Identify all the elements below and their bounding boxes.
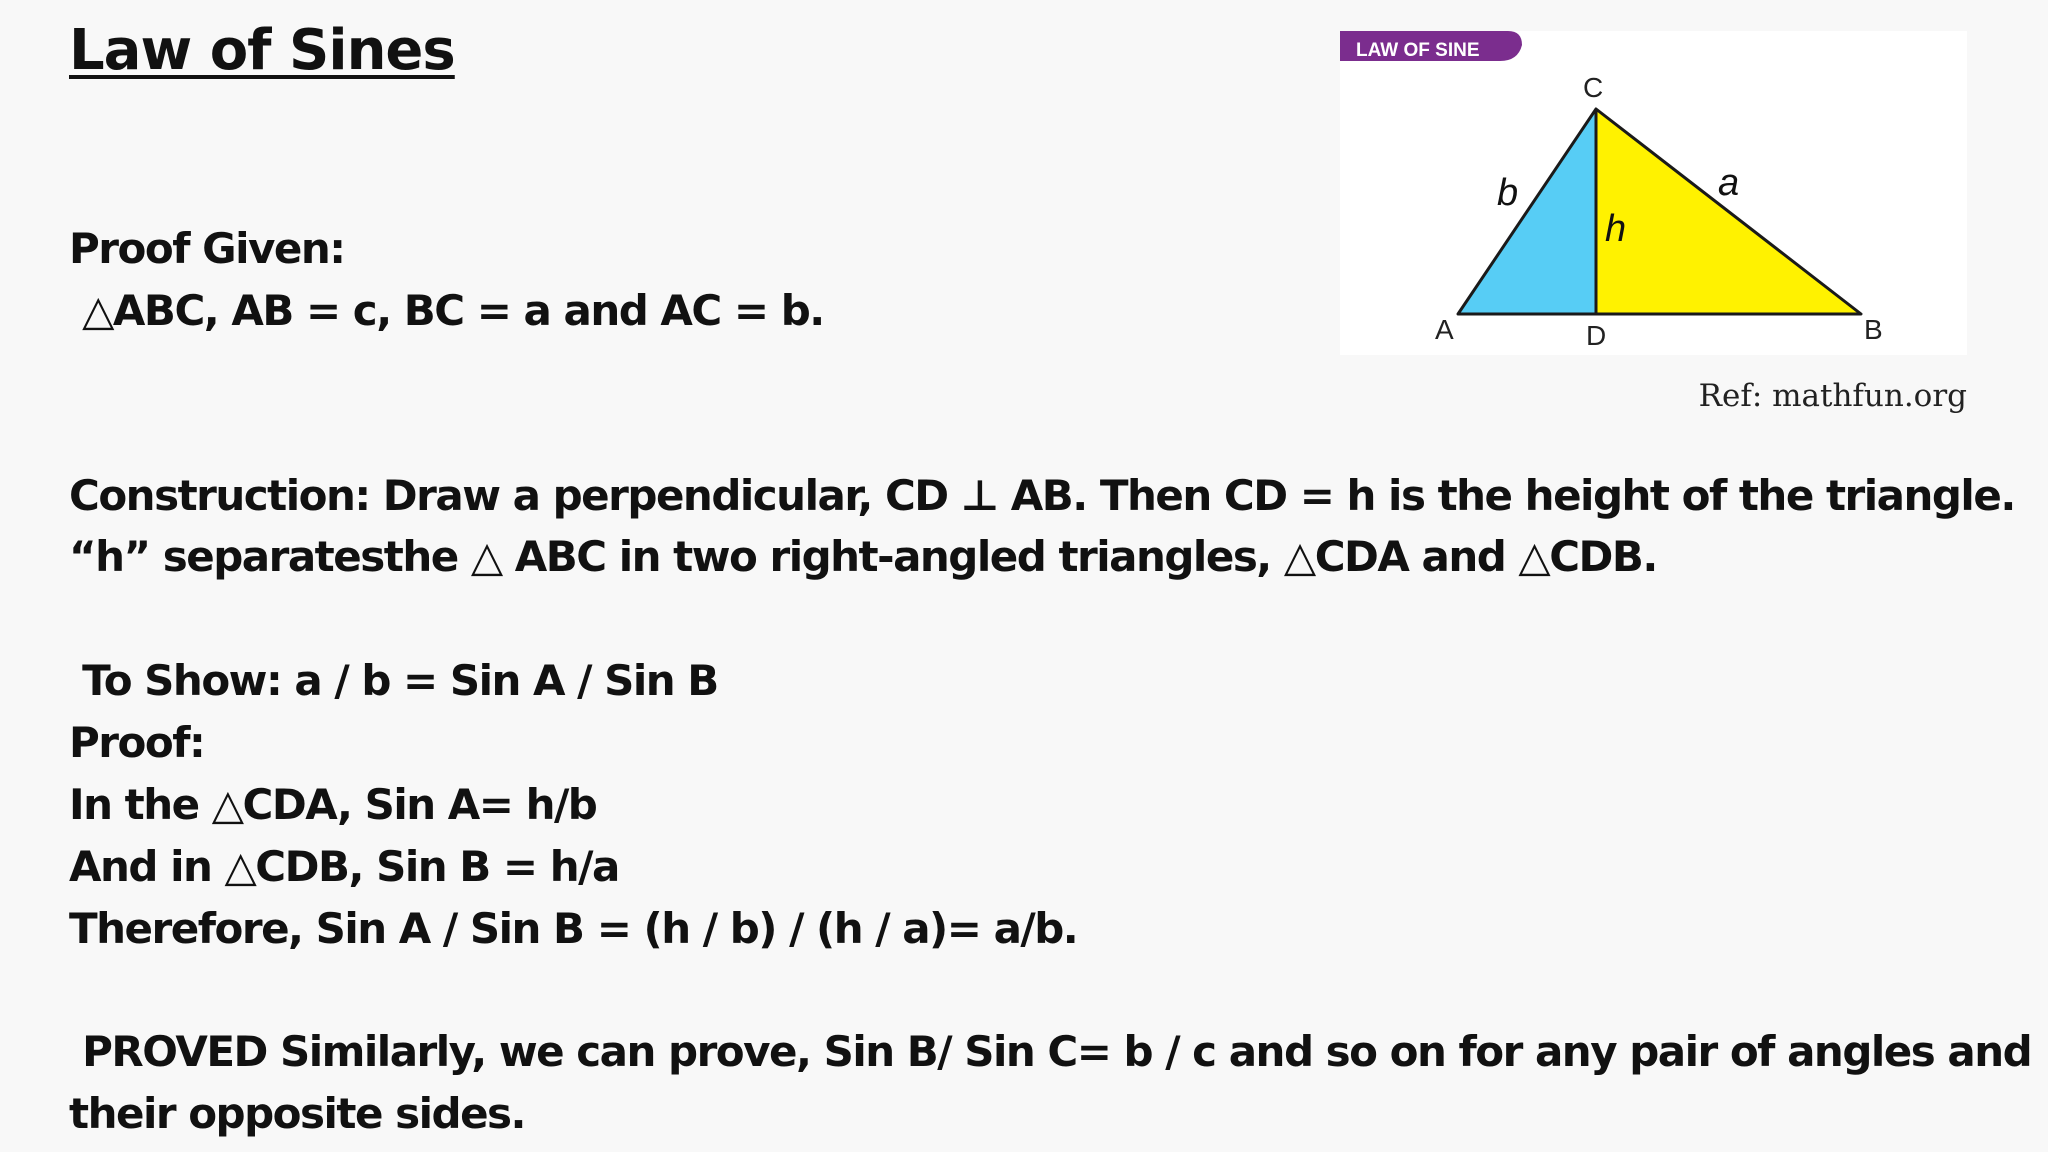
construction-line-1: Construction: Draw a perpendicular, CD ⊥ AB. Then CD = h is the height of the triangle. xyxy=(69,471,2015,520)
vertex-d-label: D xyxy=(1586,320,1607,351)
proof-heading: Proof: xyxy=(69,718,205,767)
to-show-statement: To Show: a / b = Sin A / Sin B xyxy=(69,656,718,705)
given-heading: Proof Given: xyxy=(69,224,345,273)
vertex-c-label: C xyxy=(1583,72,1604,103)
given-statement: △ABC, AB = c, BC = a and AC = b. xyxy=(69,286,824,335)
conclusion-line-2: their opposite sides. xyxy=(69,1089,526,1138)
vertex-a-label: A xyxy=(1435,314,1454,345)
side-h-label: h xyxy=(1605,208,1627,250)
proof-step-3: Therefore, Sin A / Sin B = (h / b) / (h / a)= a/b. xyxy=(69,904,1078,953)
law-of-sines-figure xyxy=(1340,31,1967,355)
figure-badge-label: LAW OF SINE xyxy=(1356,40,1480,61)
proof-step-1: In the △CDA, Sin A= h/b xyxy=(69,780,597,829)
proof-step-2: And in △CDB, Sin B = h/a xyxy=(69,842,619,891)
construction-line-2: “h” separatesthe △ ABC in two right-angled triangles, △CDA and △CDB. xyxy=(69,532,1657,581)
page-title: Law of Sines xyxy=(69,18,455,83)
reference-note: Ref: mathfun.org xyxy=(1698,378,1967,414)
vertex-b-label: B xyxy=(1864,314,1883,345)
side-a-label: a xyxy=(1718,162,1740,204)
side-b-label: b xyxy=(1497,172,1519,214)
conclusion-line-1: PROVED Similarly, we can prove, Sin B/ Sin C= b / c and so on for any pair of angles and xyxy=(69,1027,2032,1076)
